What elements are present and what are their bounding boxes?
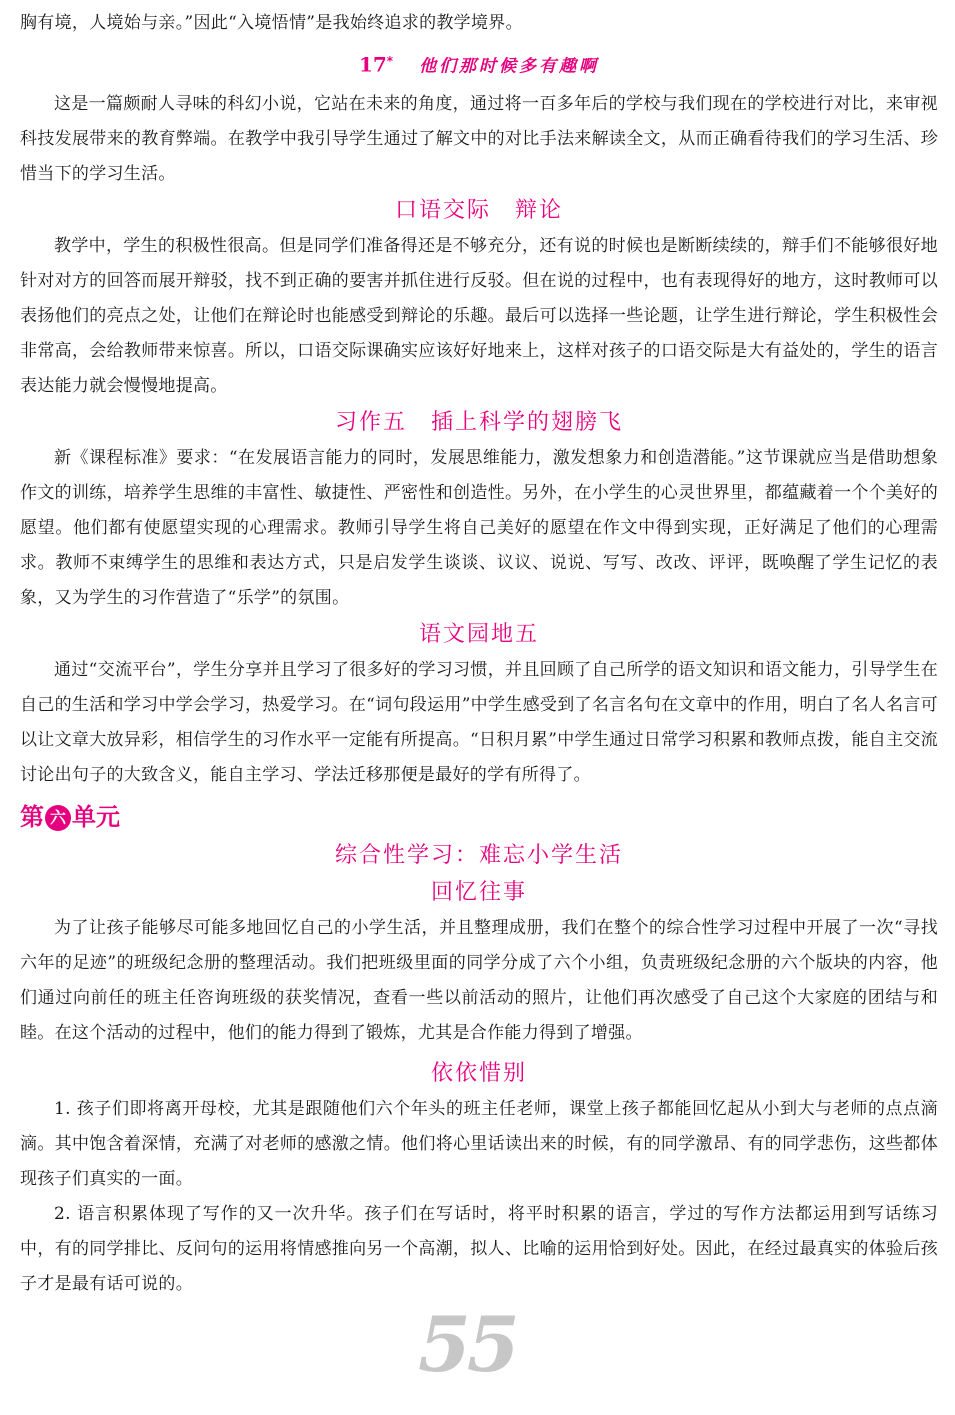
- oral-communication-heading: 口语交际 辩论: [394, 197, 563, 223]
- unit-prefix: 第: [20, 802, 44, 831]
- lesson-17-paragraph: 这是一篇颇耐人寻味的科幻小说，它站在未来的角度，通过将一百多年后的学校与我们现在的学校进行对比，来审视科技发展带来的教育弊端。在教学中我引导学生通过了解文中的对比手法来解读全文，从而正确看待我们的学习生活、珍惜当下的学习生活。: [20, 93, 938, 184]
- recall-paragraph: 为了让孩子能够尽可能多地回忆自己的小学生活，并且整理成册，我们在整个的综合性学习过程中开展了一次“寻找六年的足迹”的班级纪念册的整理活动。我们把班级里面的同学分成了六个小组，负责班级纪念册的六个版块的内容，他们通过向前任的班主任咨询班级的获奖情况，查看一些以前活动的照片，让他们再次感受了自己这个大家庭的团结与和睦。在这个活动的过程中，他们的能力得到了锻炼，尤其是合作能力得到了增强。: [20, 917, 938, 1043]
- lesson-title: 他们那时候多有趣啊: [419, 56, 600, 77]
- lesson-17-heading: [20, 41, 938, 87]
- chinese-garden-5-heading: 语文园地五: [418, 621, 539, 647]
- comprehensive-learning-heading: 综合性学习：难忘小学生活: [334, 842, 623, 868]
- writing-5-paragraph: 新《课程标准》要求：“在发展语言能力的同时，发展思维能力，激发想象力和创造潜能。”这节课就应当是借助想象作文的训练，培养学生思维的丰富性、敏捷性、严密性和创造性。另外，在小学生的心灵世界里，都蕴藏着一个个美好的愿望。他们都有使愿望实现的心理需求。教师引导学生将自己美好的愿望在作文中得到实现，正好满足了他们的心理需求。教师不束缚学生的思维和表达方式，只是启发学生谈谈、议议、说说、写写、改改、评评，既唤醒了学生记忆的表象，又为学生的习作营造了“乐学”的氛围。: [20, 447, 938, 608]
- unit-number-circle: 六: [45, 805, 71, 831]
- farewell-item-1: 1. 孩子们即将离开母校，尤其是跟随他们六个年头的班主任老师，课堂上孩子都能回忆起从小到大与老师的点点滴滴。其中饱含着深情，充满了对老师的感激之情。他们将心里话读出来的时候，有的同学激昂、有的同学悲伤，这些都体现孩子们真实的一面。: [20, 1098, 938, 1189]
- writing-5-heading: 习作五 插上科学的翅膀飞: [334, 409, 623, 435]
- farewell-item-2: 2. 语言积累体现了写作的又一次升华。孩子们在写话时，将平时积累的语言，学过的写作方法都运用到写话练习中，有的同学排比、反问句的运用将情感推向另一个高潮，拟人、比喻的运用恰到好处。因此，在经过最真实的体验后孩子才是最有话可说的。: [20, 1203, 938, 1294]
- unit-suffix: 单元: [72, 802, 120, 831]
- page-content: [20, 6, 938, 1302]
- recall-heading: 回忆往事: [430, 879, 527, 905]
- lesson-star-mark: *: [386, 54, 394, 68]
- intro-paragraph: 胸有境，人境始与亲。”因此“入境悟情”是我始终追求的教学境界。: [20, 13, 523, 33]
- lesson-number: 17: [358, 52, 387, 77]
- page-number: 55: [418, 1300, 516, 1389]
- oral-communication-paragraph: 教学中，学生的积极性很高。但是同学们准备得还是不够充分，还有说的时候也是断断续续的，辩手们不能够很好地针对对方的回答而展开辩驳，找不到正确的要害并抓住进行反驳。但在说的过程中，也有表现得好的地方，这时教师可以表扬他们的亮点之处，让他们在辩论时也能感受到辩论的乐趣。最后可以选择一些论题，让学生进行辩论，学生积极性会非常高，会给教师带来惊喜。所以，口语交际课确实应该好好地来上，这样对孩子的口语交际是大有益处的，学生的语言表达能力就会慢慢地提高。: [20, 235, 938, 396]
- chinese-garden-5-paragraph: 通过“交流平台”，学生分享并且学习了很多好的学习习惯，并且回顾了自己所学的语文知识和语文能力，引导学生在自己的生活和学习中学会学习，热爱学习。在“词句段运用”中学生感受到了名言名句在文章中的作用，明白了名人名言可以让文章大放异彩，相信学生的习作水平一定能有所提高。“日积月累”中学生通过日常学习积累和教师点拨，能自主交流讨论出句子的大致含义，能自主学习、学法迁移那便是最好的学有所得了。: [20, 659, 938, 785]
- unit-6-title: [20, 797, 938, 837]
- farewell-heading: 依依惜别: [430, 1060, 527, 1086]
